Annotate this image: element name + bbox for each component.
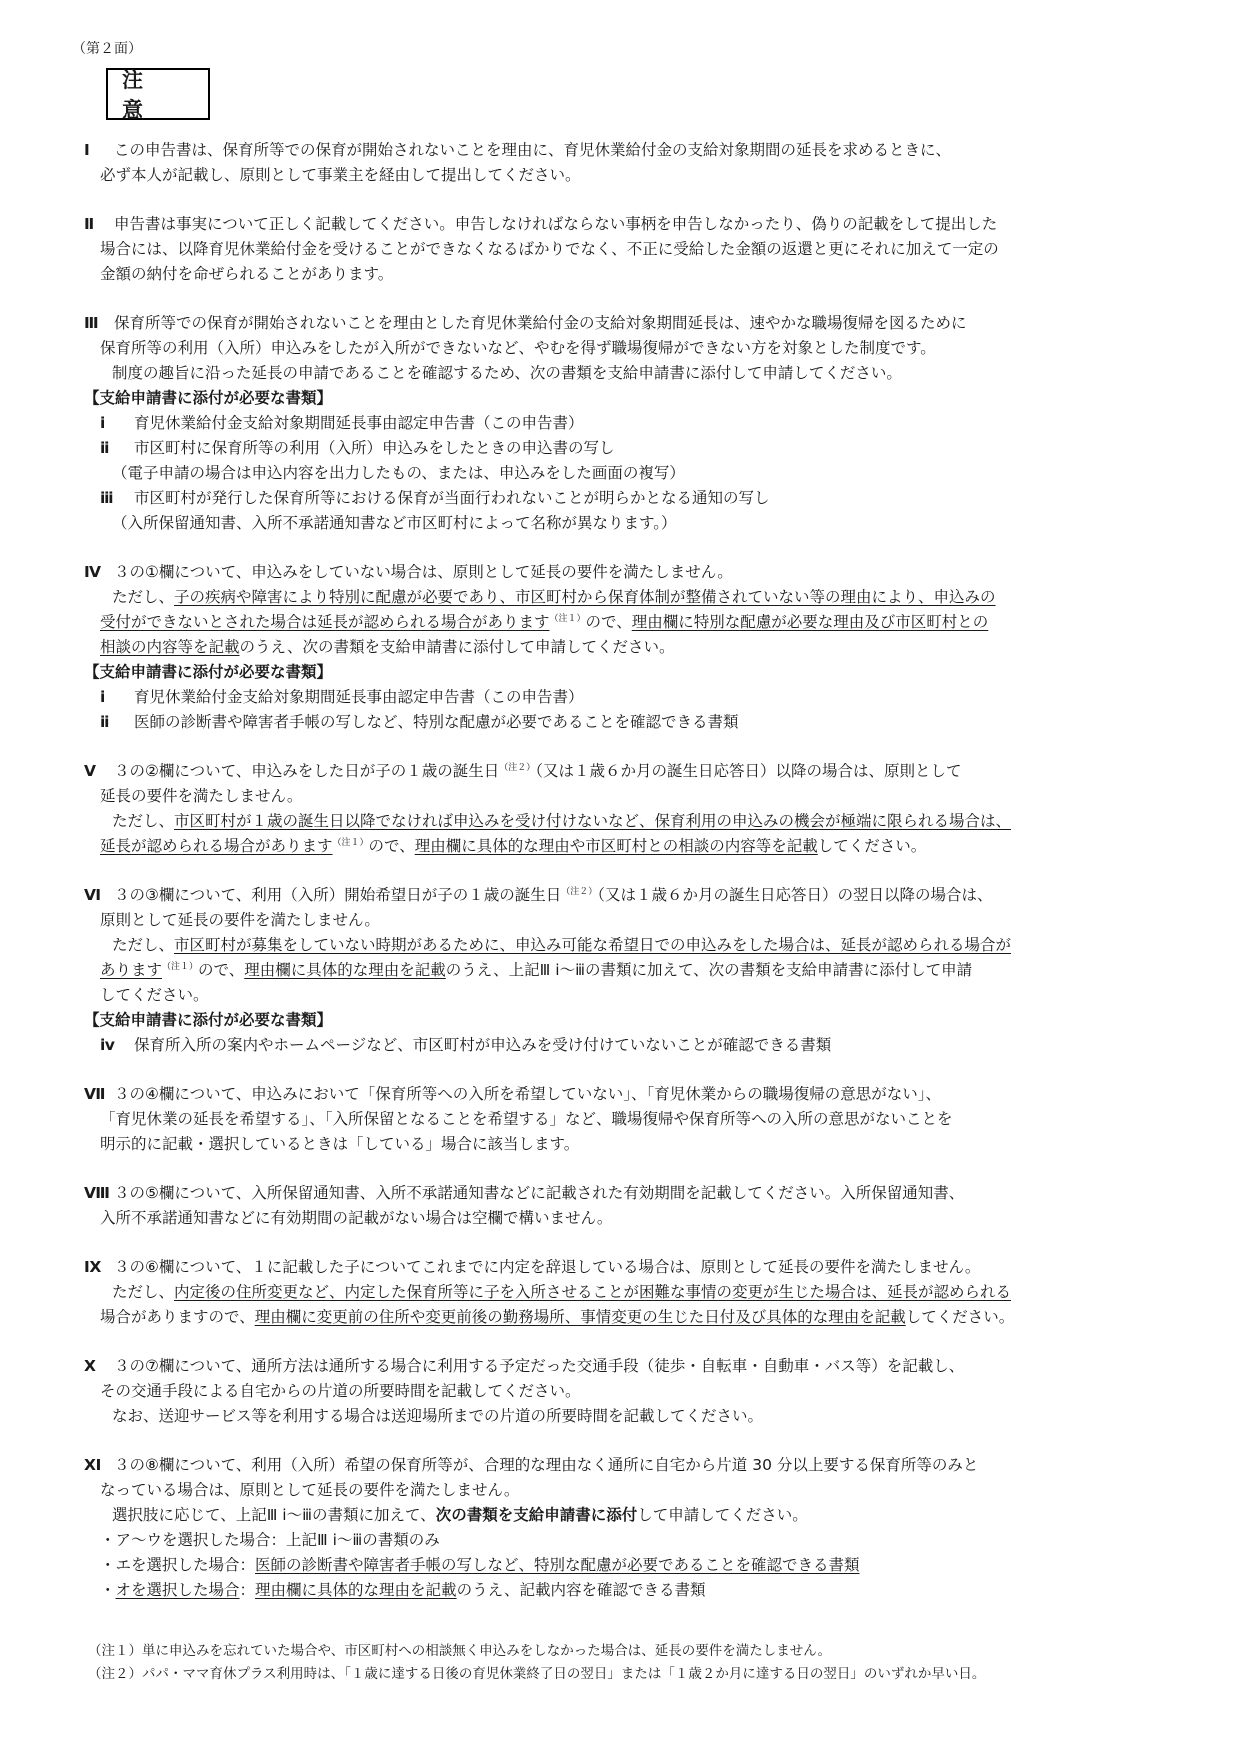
section-10-line-2: その交通手段による自宅からの片道の所要時間を記載してください。 — [100, 1382, 581, 1400]
section-3-line-3: 制度の趣旨に沿った延長の申請であることを確認するため、次の書類を支給申請書に添付して申請してください。 — [112, 364, 902, 382]
section-11-line-2: なっている場合は、原則として延長の要件を満たしません。 — [100, 1481, 520, 1499]
section-7-line-2: 「育児休業の延長を希望する」、「入所保留となることを希望する」など、職場復帰や保育所等への入所の意思がないことを — [100, 1110, 953, 1128]
section-5-line-2: 延長の要件を満たしません。 — [100, 787, 303, 805]
section-11-line-1: ３の⑧欄について、利用（入所）希望の保育所等が、合理的な理由なく通所に自宅から片道 30 分以上要する保育所等のみと — [114, 1456, 979, 1474]
section-4-item-i: 育児休業給付金支給対象期間延長事由認定申告書（この申告書） — [134, 688, 584, 706]
section-4-item-ii: 医師の診断書や障害者手帳の写しなど、特別な配慮が必要であることを確認できる書類 — [134, 713, 739, 731]
section-9-line-1: ３の⑥欄について、１に記載した子についてこれまでに内定を辞退している場合は、原則として延長の要件を満たしません。 — [114, 1258, 981, 1276]
section-3-item-iii-number: ⅲ — [100, 489, 114, 507]
section-3-item-iii-note: （入所保留通知書、入所不承諾通知書など市区町村によって名称が異なります。） — [112, 514, 677, 532]
section-8-number: Ⅷ — [84, 1184, 110, 1202]
section-5-line-4-rest: してください。 — [817, 837, 927, 855]
section-3-item-iii: 市区町村が発行した保育所等における保育が当面行われないことが明らかとなる通知の写し — [134, 489, 770, 507]
section-6-number: Ⅵ — [84, 886, 102, 904]
section-4-line-4-underlined: 相談の内容等を記載 — [100, 638, 240, 656]
section-6-line-2: 原則として延長の要件を満たしません。 — [100, 911, 380, 929]
section-2 — [84, 212, 1184, 287]
notice-body — [84, 138, 1184, 1627]
section-3-item-ii: 市区町村に保育所等の利用（入所）申込みをしたときの申込書の写し — [134, 439, 615, 457]
section-4-line-3-mid: ので、 — [585, 613, 632, 631]
section-11-option-3-rest: のうえ、記載内容を確認できる書類 — [456, 1581, 706, 1599]
section-11-option-2-underlined: 医師の診断書や障害者手帳の写しなど、特別な配慮が必要であることを確認できる書類 — [255, 1556, 860, 1574]
section-4-line-2-underlined: 子の疾病や障害により特別に配慮が必要であり、市区町村から保育体制が整備されていない等の理由により、申込みの — [174, 588, 996, 606]
section-8 — [84, 1181, 1184, 1231]
section-11-option-1: ・ア～ウを選択した場合：上記Ⅲ ⅰ～ⅲの書類のみ — [100, 1531, 440, 1549]
section-11-option-2-lead: ・エを選択した場合： — [100, 1556, 256, 1574]
section-7-line-3: 明示的に記載・選択しているときは「している」場合に該当します。 — [100, 1135, 580, 1153]
section-6-item-iv-number: ⅳ — [100, 1036, 116, 1054]
section-4-documents-heading: 【支給申請書に添付が必要な書類】 — [84, 663, 333, 681]
section-6-line-4-underlined-2: 理由欄に具体的な理由を記載 — [244, 961, 446, 979]
section-6-line-4-rest: のうえ、上記Ⅲ ⅰ～ⅲの書類に加えて、次の書類を支給申請書に添付して申請 — [445, 961, 973, 979]
section-5-line-4-underlined: 延長が認められる場合があります — [100, 837, 333, 855]
section-3 — [84, 311, 1184, 536]
section-5-note-1-ref: （注１） — [332, 838, 369, 848]
section-4-line-4-rest: のうえ、次の書類を支給申請書に添付して申請してください。 — [239, 638, 675, 656]
section-6-line-3-underlined: 市区町村が募集をしていない時期があるために、申込み可能な希望日での申込みをした場合は、延長が認められる場合が — [174, 936, 1012, 954]
section-5-line-1-lead: ３の②欄について、申込みをした日が子の１歳の誕生日 — [114, 762, 500, 780]
section-9-line-3-lead: 場合がありますので、 — [100, 1308, 255, 1326]
section-6-line-4-mid: ので、 — [198, 961, 245, 979]
section-3-item-ii-number: ⅱ — [100, 439, 110, 457]
section-10-line-1: ３の⑦欄について、通所方法は通所する場合に利用する予定だった交通手段（徒歩・自転車・自動車・バス等）を記載し、 — [114, 1357, 965, 1375]
section-8-line-1: ３の⑤欄について、入所保留通知書、入所不承諾通知書などに記載された有効期間を記載してください。入所保留通知書、 — [114, 1184, 965, 1202]
section-11-option-3-colon: ： — [239, 1581, 256, 1599]
section-9-line-2-lead: ただし、 — [112, 1283, 175, 1301]
section-9-line-3-rest: してください。 — [905, 1308, 1015, 1326]
section-3-documents-heading: 【支給申請書に添付が必要な書類】 — [84, 389, 333, 407]
section-4-line-3-underlined-2: 理由欄に特別な配慮が必要な理由及び市区町村との — [631, 613, 989, 631]
section-3-line-1: 保育所等での保育が開始されないことを理由とした育児休業給付金の支給対象期間延長は、速やかな職場復帰を図るために — [114, 314, 967, 332]
section-4-number: Ⅳ — [84, 563, 102, 581]
section-9-number: Ⅸ — [84, 1258, 102, 1276]
section-3-item-i-number: ⅰ — [100, 414, 106, 432]
section-3-line-2: 保育所等の利用（入所）申込みをしたが入所ができないなど、やむを得ず職場復帰ができない方を対象とした制度です。 — [100, 339, 936, 357]
section-11-option-3-underlined: オを選択した場合 — [115, 1581, 240, 1599]
section-6-item-iv: 保育所入所の案内やホームページなど、市区町村が申込みを受け付けていないことが確認できる書類 — [134, 1036, 832, 1054]
section-1 — [84, 138, 1184, 188]
section-5-number: Ⅴ — [84, 762, 96, 780]
section-11-line-3-lead: 選択肢に応じて、上記Ⅲ ⅰ～ⅲの書類に加えて、 — [112, 1506, 436, 1524]
section-5 — [84, 759, 1184, 859]
section-2-number: Ⅱ — [84, 215, 95, 233]
section-3-item-i: 育児休業給付金支給対象期間延長事由認定申告書（この申告書） — [134, 414, 584, 432]
section-6-line-1-lead: ３の③欄について、利用（入所）開始希望日が子の１歳の誕生日 — [114, 886, 562, 904]
section-11 — [84, 1453, 1184, 1603]
section-11-line-3-bold: 次の書類を支給申請書に添付 — [435, 1506, 638, 1524]
section-1-line-2: 必ず本人が記載し、原則として事業主を経由して提出してください。 — [100, 166, 581, 184]
section-11-option-3-underlined-2: 理由欄に具体的な理由を記載 — [255, 1581, 457, 1599]
page-number-label: （第２面） — [72, 41, 142, 57]
section-3-number: Ⅲ — [84, 314, 99, 332]
section-6-note-1-ref: （注１） — [162, 962, 199, 972]
section-11-option-3-bullet: ・ — [100, 1581, 116, 1599]
section-2-line-3: 金額の納付を命ぜられることがあります。 — [100, 265, 394, 283]
section-7-number: Ⅶ — [84, 1085, 106, 1103]
section-7-line-1: ３の④欄について、申込みにおいて「保育所等への入所を希望していない」、「育児休業からの職場復帰の意思がない」、 — [114, 1085, 942, 1103]
section-6-line-1-rest: （又は１歳６か月の誕生日応答日）の翌日以降の場合は、 — [597, 886, 993, 904]
section-4-item-ii-number: ⅱ — [100, 713, 110, 731]
footnote-1: （注１）単に申込みを忘れていた場合や、市区町村への相談無く申込みをしなかった場合は、延長の要件を満たしません。 — [88, 1643, 832, 1659]
section-5-line-1-rest: （又は１歳６か月の誕生日応答日）以降の場合は、原則として — [535, 762, 962, 780]
section-5-line-3-lead: ただし、 — [112, 812, 175, 830]
section-9-line-2-underlined: 内定後の住所変更など、内定した保育所等に子を入所させることが困難な事情の変更が生じた場合は、延長が認められる — [174, 1283, 1012, 1301]
section-5-line-4-mid: ので、 — [368, 837, 415, 855]
section-6-note-2-ref: （注２） — [561, 887, 598, 897]
section-6-documents-heading: 【支給申請書に添付が必要な書類】 — [84, 1011, 333, 1029]
section-2-line-2: 場合には、以降育児休業給付金を受けることができなくなるばかりでなく、不正に受給した金額の返還と更にそれに加えて一定の — [100, 240, 999, 258]
section-9 — [84, 1255, 1184, 1330]
section-4-line-3-underlined: 受付ができないとされた場合は延長が認められる場合があります — [100, 613, 550, 631]
section-1-line-1: この申告書は、保育所等での保育が開始されないことを理由に、育児休業給付金の支給対象期間の延長を求めるときに、 — [114, 141, 952, 159]
section-10-line-3: なお、送迎サービス等を利用する場合は送迎場所までの片道の所要時間を記載してください。 — [112, 1407, 764, 1425]
section-8-line-2: 入所不承諾通知書などに有効期間の記載がない場合は空欄で構いません。 — [100, 1209, 613, 1227]
section-9-line-3-underlined: 理由欄に変更前の住所や変更前後の勤務場所、事情変更の生じた日付及び具体的な理由を記載 — [254, 1308, 906, 1326]
section-1-number: Ⅰ — [84, 141, 90, 159]
section-6 — [84, 883, 1184, 1058]
section-6-line-5: してください。 — [100, 986, 209, 1004]
section-10-number: Ⅹ — [84, 1357, 96, 1375]
section-4-note-1-ref: （注１） — [549, 614, 586, 624]
section-4-line-1: ３の①欄について、申込みをしていない場合は、原則として延長の要件を満たしません。 — [114, 563, 733, 581]
section-6-line-4-underlined: あります — [100, 961, 163, 979]
section-4 — [84, 560, 1184, 735]
footnote-2: （注２）パパ・ママ育休プラス利用時は、「１歳に達する日後の育児休業終了日の翌日」または「１歳２か月に達する日の翌日」のいずれか早い日。 — [88, 1666, 986, 1682]
section-2-line-1: 申告書は事実について正しく記載してください。申告しなければならない事柄を申告しなかったり、偽りの記載をして提出した — [114, 215, 998, 233]
section-6-line-3-lead: ただし、 — [112, 936, 175, 954]
section-4-line-2-lead: ただし、 — [112, 588, 175, 606]
footnotes — [88, 1640, 985, 1686]
notice-title: 注 意 — [106, 68, 210, 120]
section-5-line-3-underlined: 市区町村が１歳の誕生日以降でなければ申込みを受け付けないなど、保育利用の申込みの機会が極端に限られる場合は、 — [174, 812, 1012, 830]
section-4-item-i-number: ⅰ — [100, 688, 106, 706]
section-3-item-ii-note: （電子申請の場合は申込内容を出力したもの、または、申込みをした画面の複写） — [112, 464, 685, 482]
section-11-line-3-rest: して申請してください。 — [637, 1506, 808, 1524]
section-10 — [84, 1354, 1184, 1429]
section-5-note-2-ref: （注２） — [499, 763, 536, 773]
section-11-number: Ⅺ — [84, 1456, 102, 1474]
section-7 — [84, 1082, 1184, 1157]
section-5-line-4-underlined-2: 理由欄に具体的な理由や市区町村との相談の内容等を記載 — [414, 837, 818, 855]
